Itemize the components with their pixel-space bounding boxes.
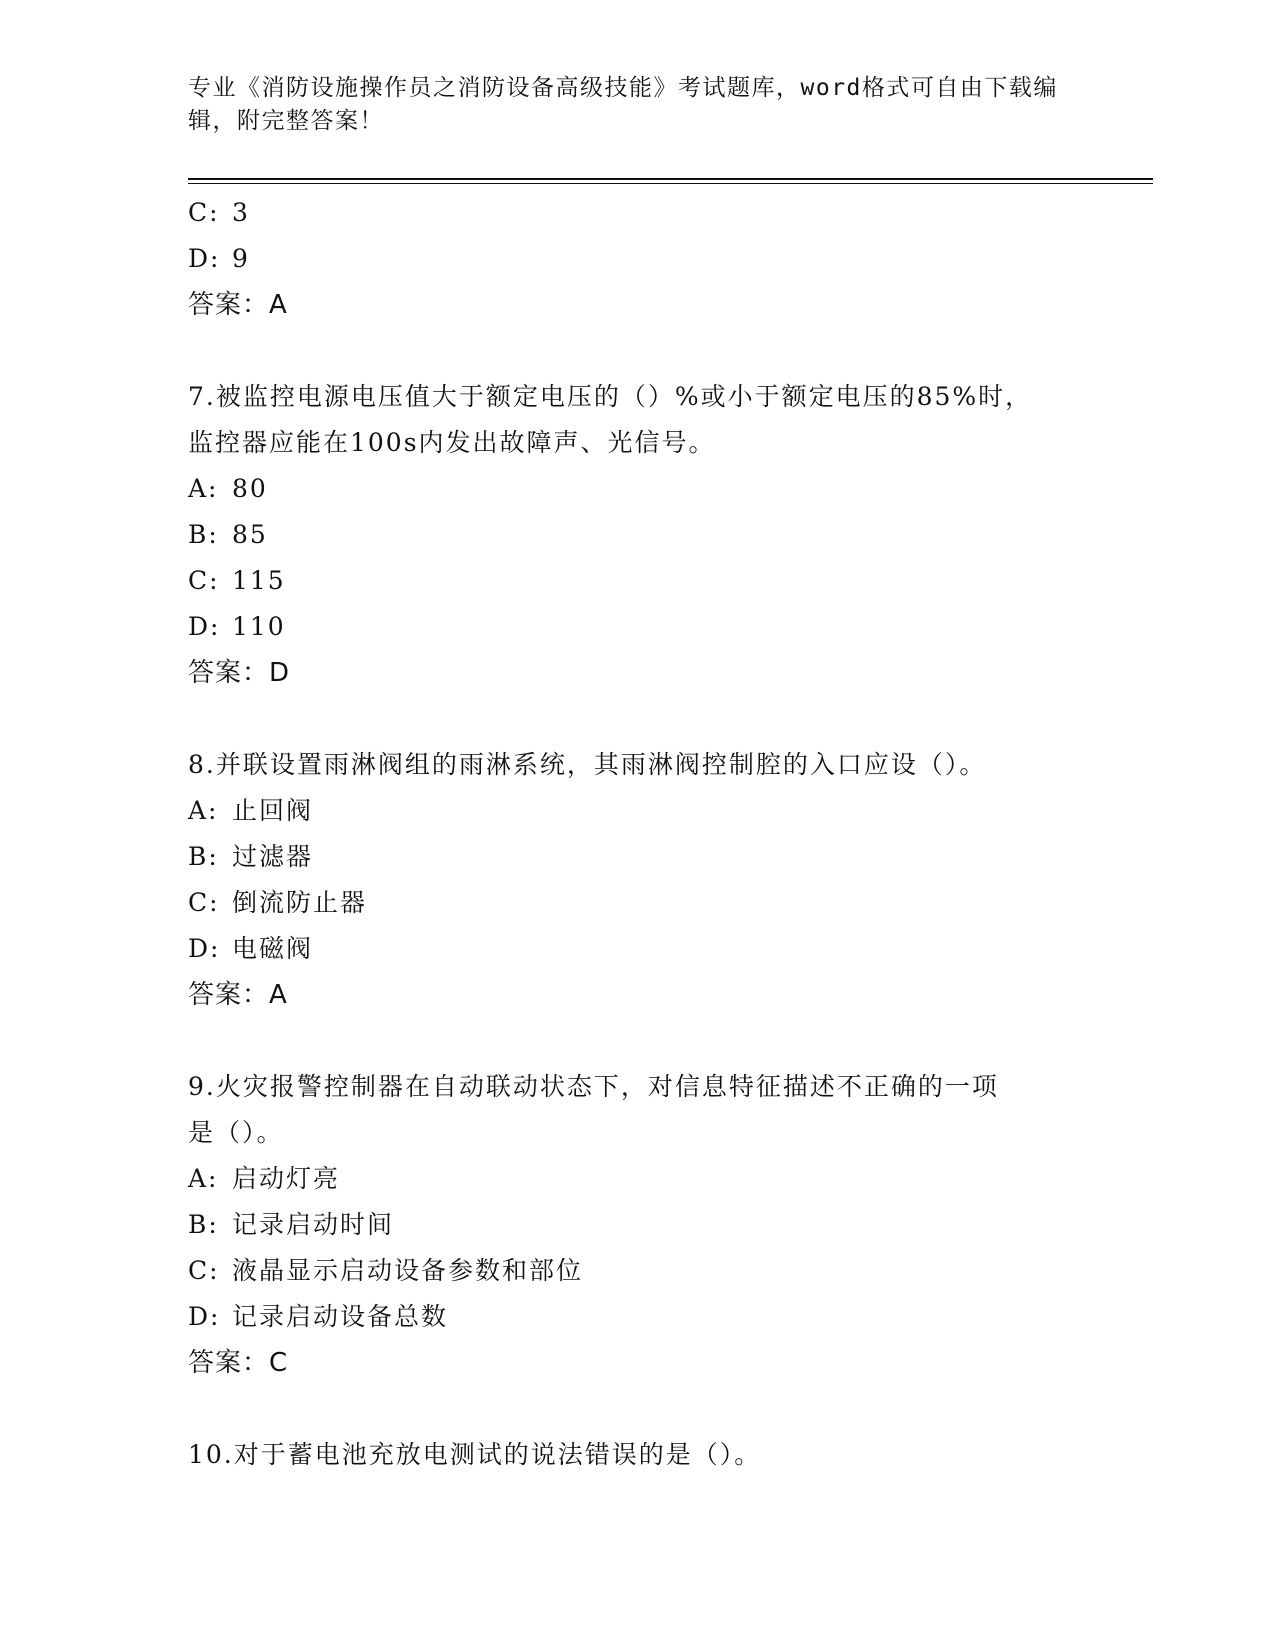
answer-line: 答案：A: [188, 980, 288, 1010]
option-letter: A:: [188, 1164, 219, 1193]
question-stem: [188, 1432, 1068, 1478]
question-stem: [188, 1064, 1068, 1156]
question-stem-line: 10.对于蓄电池充放电测试的说法错误的是（）。: [188, 1440, 762, 1469]
option-c: [188, 190, 1088, 236]
header-line-1: 专业《消防设施操作员之消防设备高级技能》考试题库，word格式可自由下载编: [188, 75, 1058, 101]
option-a: [188, 1156, 1088, 1202]
option-text: 80: [232, 474, 268, 503]
option-letter: D:: [188, 244, 221, 273]
option-text: 记录启动设备总数: [232, 1302, 449, 1331]
header-line-2: 辑，附完整答案！: [188, 108, 384, 134]
option-b: [188, 1202, 1088, 1248]
option-letter: C:: [188, 888, 220, 917]
question-stem-line: 9.火灾报警控制器在自动联动状态下，对信息特征描述不正确的一项: [188, 1072, 999, 1101]
question-9: [188, 1064, 1088, 1386]
option-text: 启动灯亮: [232, 1164, 341, 1193]
option-letter: C:: [188, 1256, 220, 1285]
option-text: 液晶显示启动设备参数和部位: [232, 1256, 584, 1285]
option-letter: B:: [188, 520, 219, 549]
option-c: [188, 558, 1088, 604]
option-letter: D:: [188, 934, 221, 963]
header-divider-thin: [188, 183, 1153, 184]
question-8: [188, 742, 1088, 1018]
option-text: 85: [232, 520, 268, 549]
option-text: 止回阀: [232, 796, 314, 825]
option-d: [188, 604, 1088, 650]
header-note: [188, 72, 1068, 138]
option-d: [188, 1294, 1088, 1340]
answer-line: 答案：C: [188, 1348, 289, 1378]
option-letter: C:: [188, 198, 220, 227]
option-b: [188, 834, 1088, 880]
question-stem-line: 是（）。: [188, 1118, 284, 1147]
question-stem: [188, 374, 1068, 466]
option-letter: D:: [188, 1302, 221, 1331]
option-a: [188, 788, 1088, 834]
question-stem-line: 7.被监控电源电压值大于额定电压的（）%或小于额定电压的85%时，: [188, 382, 1033, 411]
question-stem: [188, 742, 1068, 788]
question-10: [188, 1432, 1088, 1478]
answer-line: 答案：D: [188, 658, 291, 688]
question-stem-line: 8.并联设置雨淋阀组的雨淋系统，其雨淋阀控制腔的入口应设（）。: [188, 750, 987, 779]
option-text: 9: [232, 244, 250, 273]
option-letter: C:: [188, 566, 220, 595]
option-text: 电磁阀: [232, 934, 314, 963]
option-d: [188, 926, 1088, 972]
option-text: 记录启动时间: [232, 1210, 395, 1239]
question-list: [188, 190, 1088, 1478]
option-text: 过滤器: [232, 842, 314, 871]
answer-line: 答案：A: [188, 290, 288, 320]
option-letter: D:: [188, 612, 221, 641]
option-letter: A:: [188, 796, 219, 825]
option-letter: B:: [188, 842, 219, 871]
question-stem-line: 监控器应能在100s内发出故障声、光信号。: [188, 428, 716, 457]
option-c: [188, 880, 1088, 926]
option-letter: B:: [188, 1210, 219, 1239]
option-b: [188, 512, 1088, 558]
previous-question-tail: [188, 190, 1088, 328]
option-text: 110: [232, 612, 286, 641]
question-7: [188, 374, 1088, 696]
option-text: 3: [232, 198, 250, 227]
option-d: [188, 236, 1088, 282]
option-c: [188, 1248, 1088, 1294]
option-a: [188, 466, 1088, 512]
option-text: 倒流防止器: [232, 888, 368, 917]
option-letter: A:: [188, 474, 219, 503]
option-text: 115: [232, 566, 286, 595]
header-divider-thick: [188, 178, 1153, 180]
